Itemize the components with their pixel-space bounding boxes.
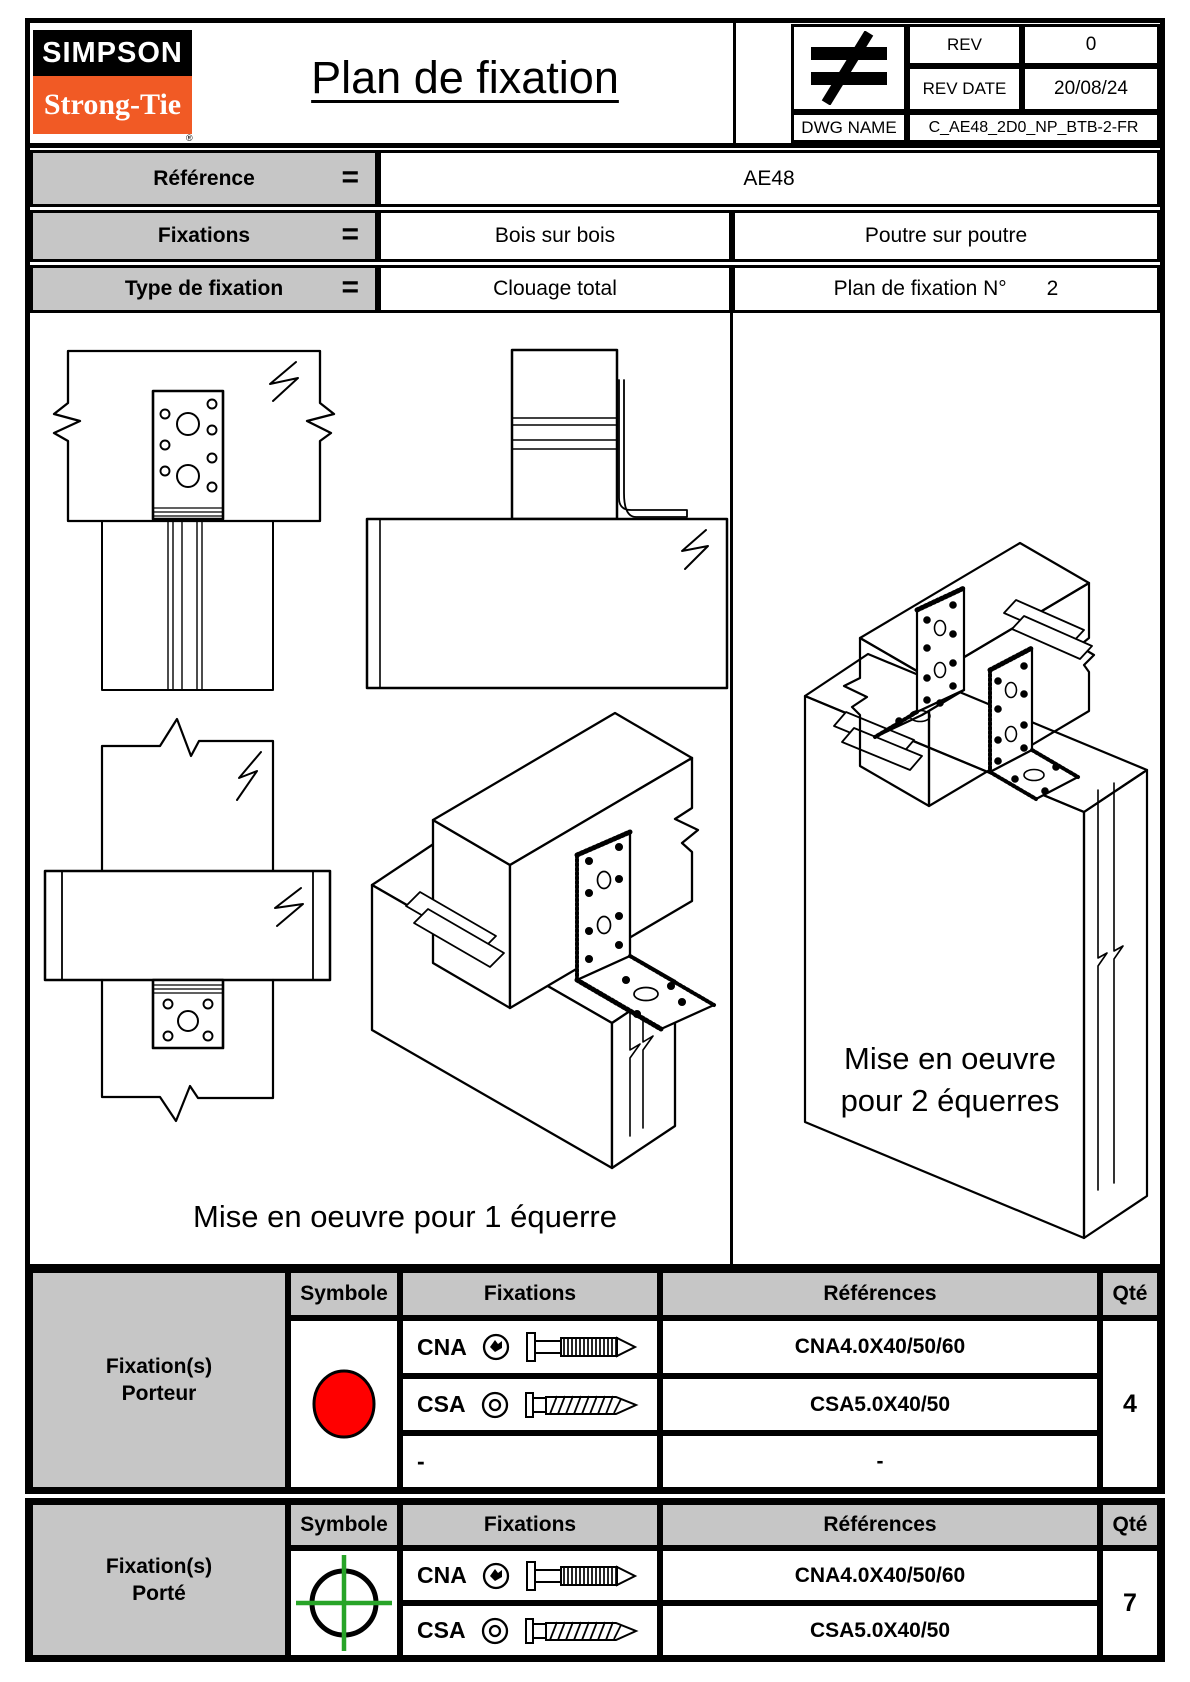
caption-one-bracket: Mise en oeuvre pour 1 équerre xyxy=(193,1199,617,1234)
type-fixation-label-cell xyxy=(30,265,378,313)
type-fixation-value-cell: Clouage total xyxy=(378,265,732,313)
cna-nail-icon xyxy=(525,1330,640,1364)
porteur-row-csa-fixation xyxy=(400,1376,660,1433)
porteur-header-symbole: Symbole xyxy=(288,1270,400,1318)
header-divider xyxy=(733,20,736,143)
csa-code: CSA xyxy=(417,1391,466,1417)
porteur-header-fixations: Fixations xyxy=(400,1270,660,1318)
porteur-row-cna-fixation xyxy=(400,1318,660,1376)
logo-text-strongtie: Strong-Tie xyxy=(43,88,182,121)
porteur-qty-cell: 4 xyxy=(1100,1318,1160,1490)
simpson-logo-top xyxy=(33,30,192,76)
rev-date-value-cell: 20/08/24 xyxy=(1022,66,1160,112)
porteur-symbol-cell xyxy=(288,1318,400,1490)
registered-mark: ® xyxy=(186,133,193,143)
fixations-value1-cell: Bois sur bois xyxy=(378,210,732,262)
csa-head-icon xyxy=(480,1390,510,1420)
cna-nail-icon xyxy=(525,1559,640,1593)
fixations-label-cell xyxy=(30,210,378,262)
porte-header-fixations: Fixations xyxy=(400,1502,660,1548)
csa-head-icon xyxy=(480,1616,510,1646)
caption-two-brackets-line1: Mise en oeuvre xyxy=(844,1041,1056,1076)
rev-label-cell: REV xyxy=(907,24,1022,66)
porte-header-qty: Qté xyxy=(1100,1502,1160,1548)
type-fixation-label: Type de fixation xyxy=(124,277,284,300)
porteur-header-qty: Qté xyxy=(1100,1270,1160,1318)
equals-sign: = xyxy=(341,217,359,251)
porte-row-cna-reference: CNA4.0X40/50/60 xyxy=(660,1548,1100,1603)
porteur-label-line2: Porteur xyxy=(121,1382,197,1405)
dwg-name-label-cell: DWG NAME xyxy=(791,112,907,143)
cna-head-icon xyxy=(481,1332,511,1362)
rev-date-label-cell: REV DATE xyxy=(907,66,1022,112)
porte-row-csa-reference: CSA5.0X40/50 xyxy=(660,1603,1100,1658)
fixations-value2-cell: Poutre sur poutre xyxy=(732,210,1160,262)
porteur-row-cna-reference: CNA4.0X40/50/60 xyxy=(660,1318,1100,1376)
not-equal-symbol-cell xyxy=(791,24,907,112)
not-equal-icon xyxy=(799,31,899,105)
porteur-row-dash-fixation xyxy=(400,1433,660,1490)
red-circle-icon xyxy=(299,1344,389,1464)
cna-code: CNA xyxy=(417,1562,467,1588)
cna-code: CNA xyxy=(417,1333,467,1360)
logo-text-simpson: SIMPSON xyxy=(42,36,183,69)
cna-head-icon xyxy=(481,1561,511,1591)
table-separator xyxy=(25,1490,1165,1502)
porte-header-symbole: Symbole xyxy=(288,1502,400,1548)
page-title: Plan de fixation xyxy=(311,52,619,103)
crosshair-icon xyxy=(292,1551,396,1655)
porteur-row-dash-reference: - xyxy=(660,1433,1100,1490)
dwg-name-value-cell: C_AE48_2D0_NP_BTB-2-FR xyxy=(907,112,1160,143)
plan-number-label: Plan de fixation N° xyxy=(833,277,1007,300)
porte-symbol-cell xyxy=(288,1548,400,1658)
fixations-label: Fixations xyxy=(157,224,251,247)
drawing-right-panel xyxy=(734,308,1160,1268)
drawing-left-panel xyxy=(30,308,730,1268)
reference-label: Référence xyxy=(153,166,255,190)
porte-header-references: Références xyxy=(660,1502,1100,1548)
caption-two-brackets xyxy=(790,1038,1110,1122)
plan-number-cell xyxy=(732,265,1160,313)
porteur-header-references: Références xyxy=(660,1270,1100,1318)
porte-row-csa-fixation xyxy=(400,1603,660,1658)
reference-label-cell xyxy=(30,150,378,207)
plan-number-value: 2 xyxy=(1046,277,1059,300)
porteur-label-line1: Fixation(s) xyxy=(105,1355,213,1378)
reference-value-cell: AE48 xyxy=(378,150,1160,207)
porte-row-cna-fixation xyxy=(400,1548,660,1603)
porte-group-cell xyxy=(30,1502,288,1658)
csa-screw-icon xyxy=(524,1613,642,1649)
porteur-row-csa-reference: CSA5.0X40/50 xyxy=(660,1376,1100,1433)
equals-sign: = xyxy=(341,160,359,194)
dash-code: - xyxy=(417,1448,425,1474)
porte-label-line1: Fixation(s) xyxy=(105,1555,213,1578)
caption-two-brackets-line2: pour 2 équerres xyxy=(840,1083,1060,1118)
simpson-logo-bottom xyxy=(33,76,192,134)
porte-qty-cell: 7 xyxy=(1100,1548,1160,1658)
porte-label-line2: Porté xyxy=(132,1582,186,1605)
header-bottom-line xyxy=(25,143,1165,148)
porteur-group-cell xyxy=(30,1270,288,1490)
drawing-panel-divider xyxy=(730,310,733,1266)
equals-sign: = xyxy=(341,270,359,304)
rev-value-cell: 0 xyxy=(1022,24,1160,66)
csa-screw-icon xyxy=(524,1387,642,1423)
csa-code: CSA xyxy=(417,1617,466,1643)
